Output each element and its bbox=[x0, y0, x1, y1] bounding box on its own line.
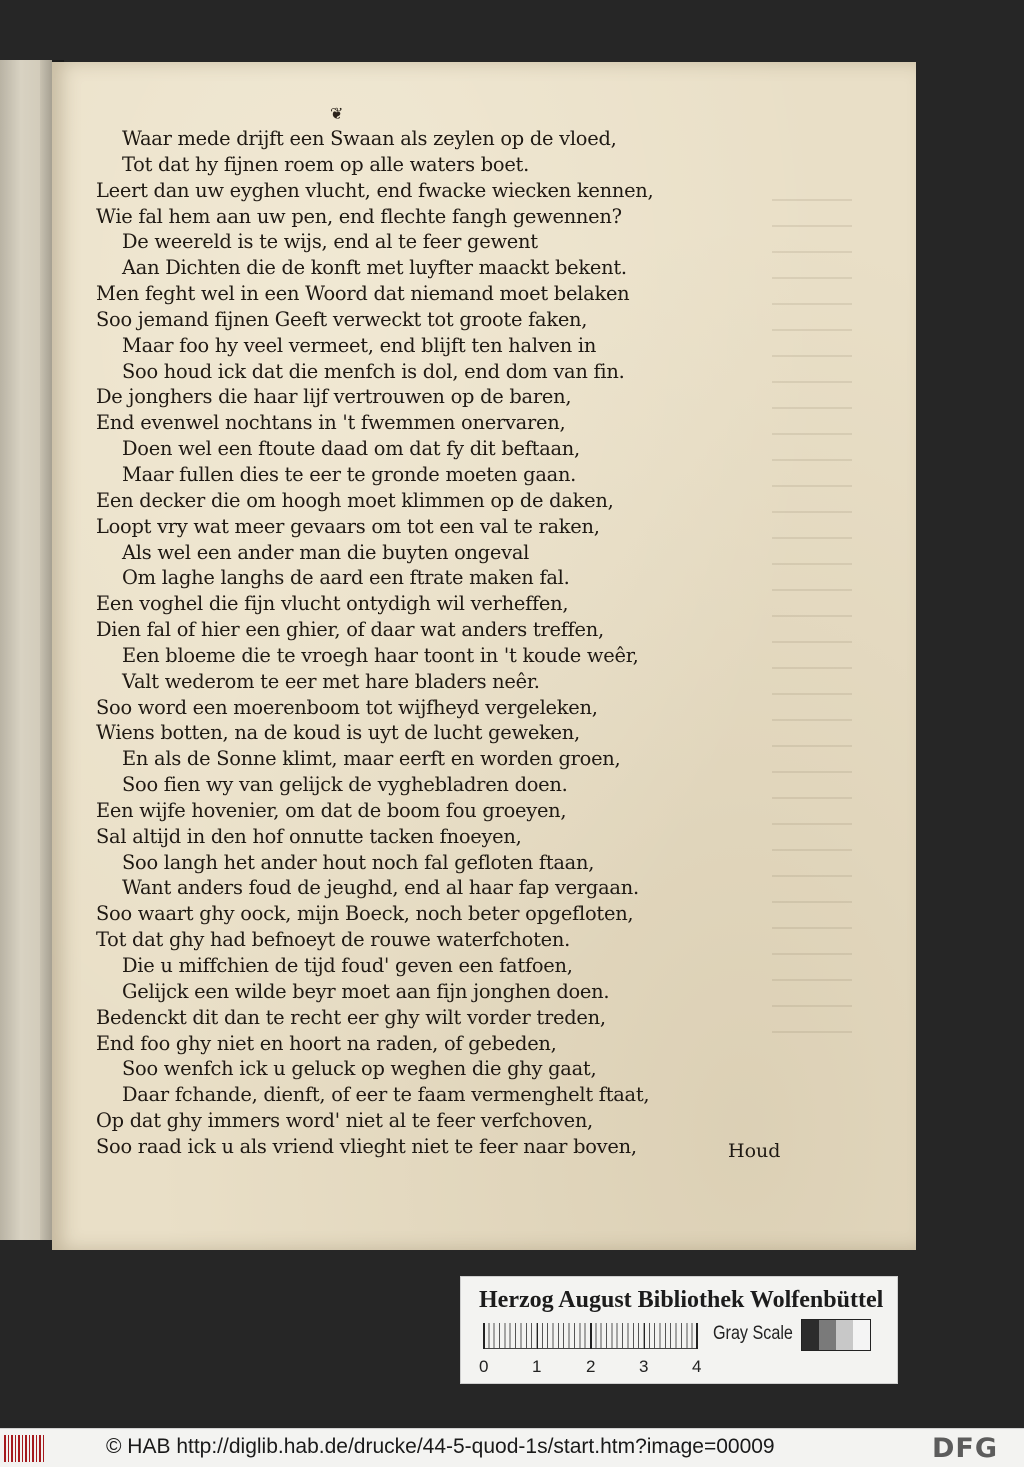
footer-bar bbox=[0, 1428, 1024, 1467]
poem-line: Wiens botten, na de koud is uyt de lucht geweken, bbox=[96, 721, 580, 745]
gray-swatch bbox=[836, 1320, 853, 1350]
poem-line: Soo waart ghy oock, mijn Boeck, noch beter opgefloten, bbox=[96, 902, 634, 926]
poem-line: Soo word een moerenboom tot wijfheyd vergeleken, bbox=[96, 695, 598, 719]
poem-line: Soo langh het ander hout noch fal gefloten ftaan, bbox=[122, 850, 595, 874]
poem-line: Op dat ghy immers word' niet al te feer verfchoven, bbox=[96, 1109, 593, 1133]
show-through-text bbox=[772, 187, 852, 1057]
gray-swatch bbox=[853, 1320, 870, 1350]
poem-line: Want anders foud de jeughd, end al haar fap vergaan. bbox=[122, 876, 639, 900]
measurement-ruler bbox=[483, 1323, 697, 1349]
poem-line: Gelijck een wilde beyr moet aan fijn jonghen doen. bbox=[122, 979, 610, 1003]
ruler-tick bbox=[483, 1323, 485, 1349]
poem-text bbox=[96, 126, 736, 1160]
poem-line: Tot dat ghy had befnoeyt de rouwe waterfchoten. bbox=[96, 928, 571, 952]
head-ornament: ❦ bbox=[330, 104, 344, 123]
poem-line: Bedenckt dit dan te recht eer ghy wilt vorder treden, bbox=[96, 1005, 606, 1029]
poem-line: Soo fien wy van gelijck de vyghebladren doen. bbox=[122, 773, 568, 797]
poem-line: Men feght wel in een Woord dat niemand moet belaken bbox=[96, 282, 630, 306]
copyright-url[interactable]: © HAB http://diglib.hab.de/drucke/44-5-quod-1s/start.htm?image=00009 bbox=[106, 1435, 775, 1458]
gray-swatch bbox=[802, 1320, 819, 1350]
dfg-logo: DFG bbox=[932, 1433, 999, 1464]
poem-line: Waar mede drijft een Swaan als zeylen op de vloed, bbox=[122, 127, 617, 150]
poem-line: End evenwel nochtans in 't fwemmen onervaren, bbox=[96, 411, 566, 435]
poem-line: Een bloeme die te vroegh haar toont in 't koude weêr, bbox=[122, 643, 639, 667]
ruler-tick bbox=[696, 1323, 698, 1349]
ruler-number: 3 bbox=[639, 1357, 649, 1376]
poem-line: Aan Dichten die de konft met luyfter maackt bekent. bbox=[122, 256, 627, 280]
poem-line: Om laghe langhs de aard een ftrate maken fal. bbox=[122, 566, 570, 590]
poem-line: Een decker die om hoogh moet klimmen op de daken, bbox=[96, 488, 614, 512]
poem-line: Maar fullen dies te eer te gronde moeten gaan. bbox=[122, 462, 577, 486]
poem-line: En als de Sonne klimt, maar eerft en worden groen, bbox=[122, 747, 621, 771]
poem-line: Tot dat hy fijnen roem op alle waters boet. bbox=[122, 152, 530, 176]
poem-line: Wie fal hem aan uw pen, end flechte fangh gewennen? bbox=[96, 204, 622, 228]
ruler-tick bbox=[590, 1323, 592, 1349]
poem-line: Maar foo hy veel vermeet, end blijft ten halven in bbox=[122, 333, 597, 357]
poem-line: Leert dan uw eyghen vlucht, end fwacke wiecken kennen, bbox=[96, 178, 654, 202]
poem-line: End foo ghy niet en hoort na raden, of gebeden, bbox=[96, 1031, 557, 1055]
poem-line: Valt wederom te eer met hare bladers neêr. bbox=[122, 669, 540, 693]
poem-line: Als wel een ander man die buyten ongeval bbox=[122, 540, 530, 564]
gray-swatch bbox=[819, 1320, 836, 1350]
ruler-number: 4 bbox=[692, 1357, 702, 1376]
poem-line: Loopt vry wat meer gevaars om tot een val te raken, bbox=[96, 514, 600, 538]
ruler-tick bbox=[644, 1323, 646, 1349]
poem-line: De jonghers die haar lijf vertrouwen op de baren, bbox=[96, 385, 572, 409]
gray-scale-label: Gray Scale bbox=[713, 1323, 793, 1344]
poem-line: Sal altijd in den hof onnutte tacken fnoeyen, bbox=[96, 824, 522, 848]
poem-line: Doen wel een ftoute daad om dat fy dit beftaan, bbox=[122, 437, 580, 461]
color-scale-card bbox=[460, 1276, 898, 1384]
poem-line: Die u miffchien de tijd foud' geven een fatfoen, bbox=[122, 954, 573, 977]
ruler-number: 0 bbox=[479, 1357, 489, 1376]
poem-line: Soo raad ick u als vriend vlieght niet te feer naar boven, bbox=[96, 1134, 637, 1158]
poem-line: Daar fchande, dienft, of eer te faam vermenghelt ftaat, bbox=[122, 1083, 650, 1107]
poem-line: Soo jemand fijnen Geeft verweckt tot groote faken, bbox=[96, 307, 588, 331]
poem-line: De weereld is te wijs, end al te feer gewent bbox=[122, 230, 538, 254]
ruler-number: 1 bbox=[532, 1357, 542, 1376]
ruler-number: 2 bbox=[586, 1357, 596, 1376]
library-name: Herzog August Bibliothek Wolfenbüttel bbox=[479, 1287, 884, 1313]
poem-line: Dien fal of hier een ghier, of daar wat anders treffen, bbox=[96, 618, 604, 642]
ruler-tick bbox=[537, 1323, 539, 1349]
poem-line: Soo houd ick dat die menfch is dol, end dom van fin. bbox=[122, 359, 625, 383]
catchword: Houd bbox=[728, 1140, 781, 1162]
poem-line: Een voghel die fijn vlucht ontydigh wil verheffen, bbox=[96, 592, 569, 616]
poem-line: Een wijfe hovenier, om dat de boom fou groeyen, bbox=[96, 798, 567, 822]
poem-line: Soo wenfch ick u geluck op weghen die ghy gaat, bbox=[122, 1057, 597, 1081]
gray-scale-swatches bbox=[801, 1319, 871, 1351]
barcode-icon bbox=[4, 1435, 46, 1462]
